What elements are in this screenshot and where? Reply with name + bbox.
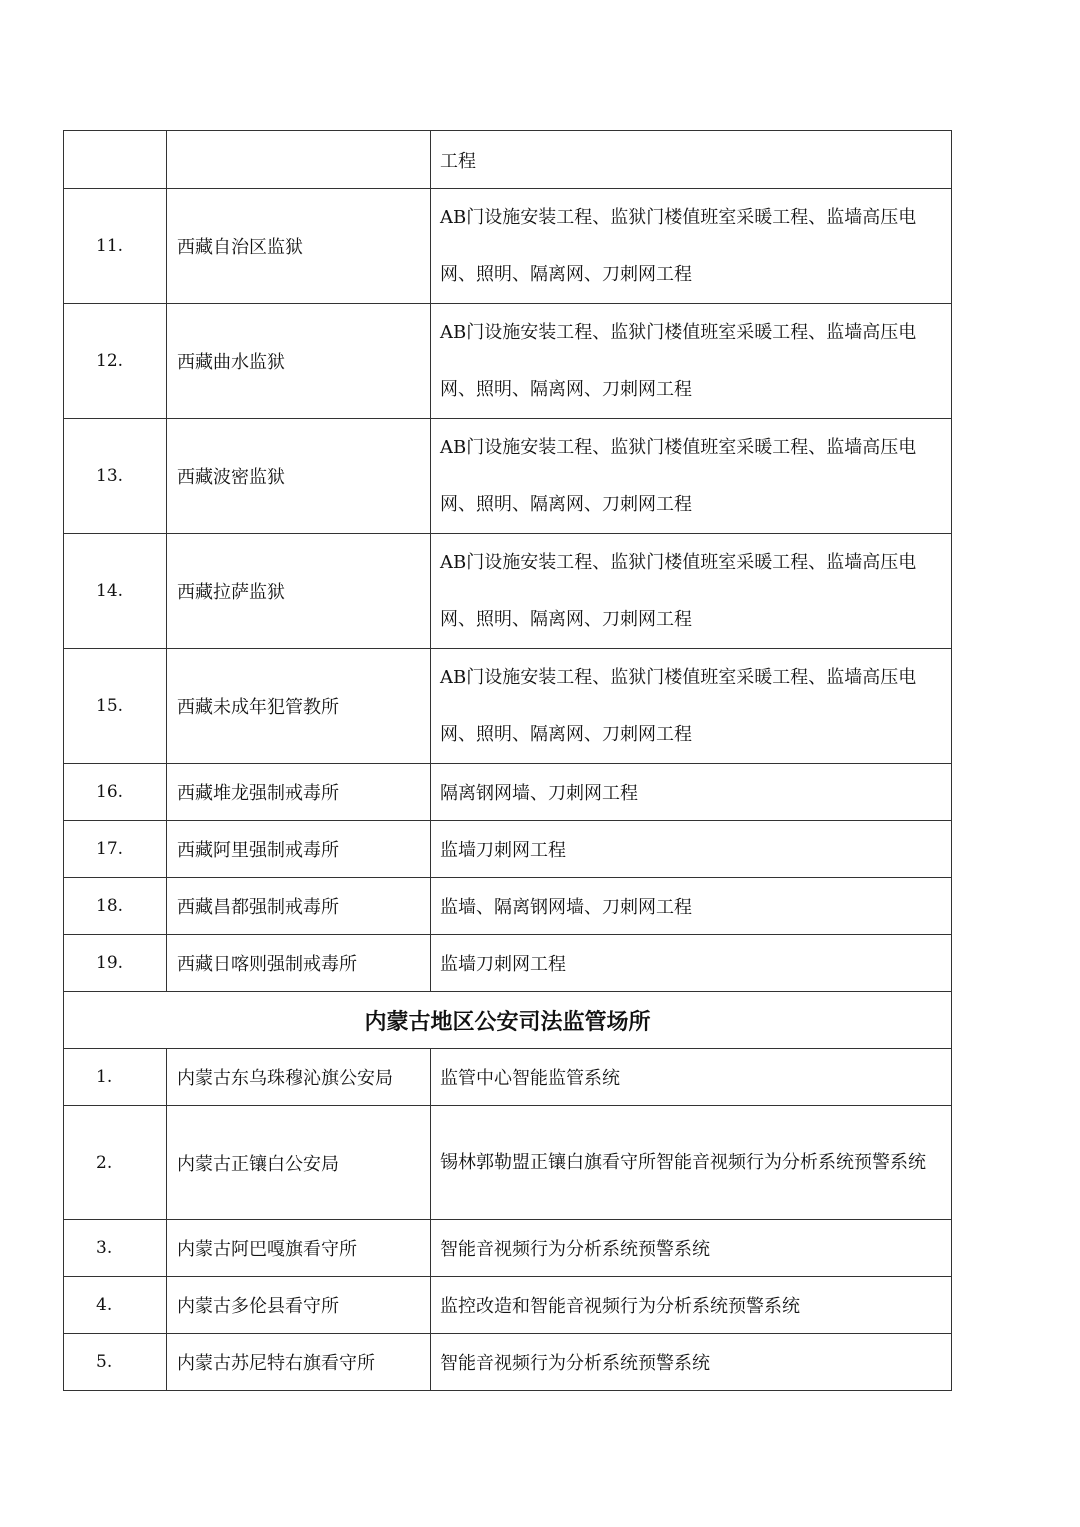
facility-table [63,130,952,1391]
table-row [64,935,952,992]
work-description: AB门设施安装工程、监狱门楼值班室采暖工程、监墙高压电网、照明、隔离网、刀刺网工程 [431,189,952,304]
facility-name: 西藏阿里强制戒毒所 [167,821,431,878]
table-row [64,189,952,304]
facility-name: 西藏波密监狱 [167,419,431,534]
table-row [64,1277,952,1334]
row-number: 12. [64,304,167,419]
row-number: 19. [64,935,167,992]
work-description: AB门设施安装工程、监狱门楼值班室采暖工程、监墙高压电网、照明、隔离网、刀刺网工程 [431,534,952,649]
facility-name: 内蒙古多伦县看守所 [167,1277,431,1334]
table-row [64,649,952,764]
work-description: AB门设施安装工程、监狱门楼值班室采暖工程、监墙高压电网、照明、隔离网、刀刺网工程 [431,649,952,764]
facility-name: 西藏未成年犯管教所 [167,649,431,764]
row-number: 3. [64,1220,167,1277]
row-number: 2. [64,1106,167,1220]
section-header-row [64,992,952,1049]
row-number: 17. [64,821,167,878]
table-row [64,1106,952,1220]
table-row [64,878,952,935]
facility-name: 西藏昌都强制戒毒所 [167,878,431,935]
table-row [64,534,952,649]
facility-name: 内蒙古正镶白公安局 [167,1106,431,1220]
facility-name: 西藏曲水监狱 [167,304,431,419]
table-row [64,1220,952,1277]
work-description: 智能音视频行为分析系统预警系统 [431,1334,952,1391]
table-row [64,1334,952,1391]
work-description: 监墙刀刺网工程 [431,821,952,878]
work-description: 智能音视频行为分析系统预警系统 [431,1220,952,1277]
table-row [64,821,952,878]
section-title: 内蒙古地区公安司法监管场所 [64,992,952,1049]
work-description: AB门设施安装工程、监狱门楼值班室采暖工程、监墙高压电网、照明、隔离网、刀刺网工程 [431,419,952,534]
table-row [64,764,952,821]
row-number: 14. [64,534,167,649]
table-row [64,304,952,419]
row-number: 1. [64,1049,167,1106]
table-row [64,1049,952,1106]
work-description: 监墙刀刺网工程 [431,935,952,992]
row-number: 13. [64,419,167,534]
number-cell [64,131,167,189]
row-number: 11. [64,189,167,304]
row-number: 15. [64,649,167,764]
facility-name: 西藏日喀则强制戒毒所 [167,935,431,992]
facility-name: 西藏自治区监狱 [167,189,431,304]
facility-name: 西藏拉萨监狱 [167,534,431,649]
facility-name: 内蒙古东乌珠穆沁旗公安局 [167,1049,431,1106]
work-description: 隔离钢网墙、刀刺网工程 [431,764,952,821]
table-row [64,131,952,189]
work-description: AB门设施安装工程、监狱门楼值班室采暖工程、监墙高压电网、照明、隔离网、刀刺网工程 [431,304,952,419]
row-number: 18. [64,878,167,935]
facility-name: 西藏堆龙强制戒毒所 [167,764,431,821]
work-description: 监控改造和智能音视频行为分析系统预警系统 [431,1277,952,1334]
name-cell [167,131,431,189]
facility-name: 内蒙古苏尼特右旗看守所 [167,1334,431,1391]
work-description: 监墙、隔离钢网墙、刀刺网工程 [431,878,952,935]
work-description: 监管中心智能监管系统 [431,1049,952,1106]
work-description: 锡林郭勒盟正镶白旗看守所智能音视频行为分析系统预警系统 [431,1106,952,1220]
table-row [64,419,952,534]
row-number: 16. [64,764,167,821]
row-number: 4. [64,1277,167,1334]
row-number: 5. [64,1334,167,1391]
work-cell: 工程 [431,131,952,189]
facility-name: 内蒙古阿巴嘎旗看守所 [167,1220,431,1277]
